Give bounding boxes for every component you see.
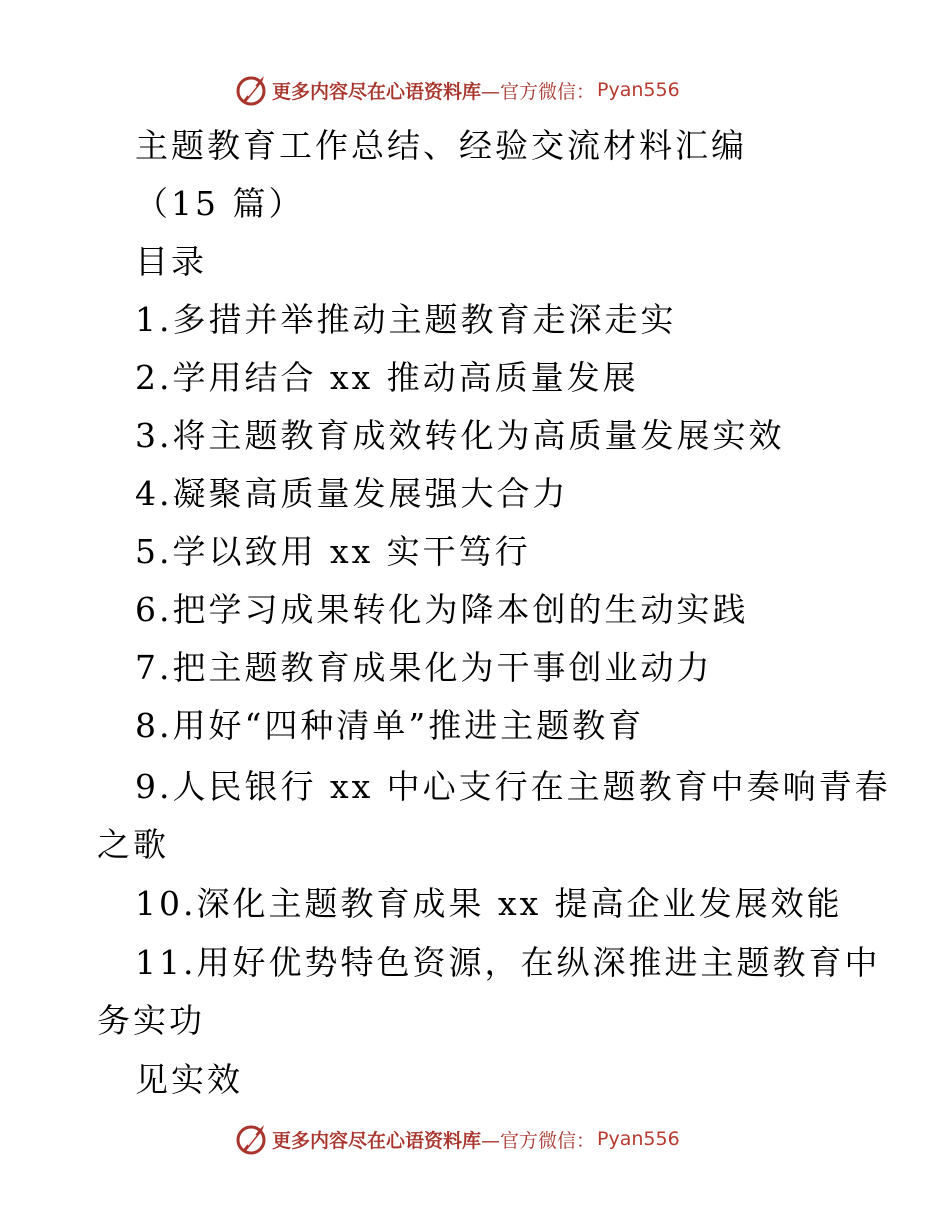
document-count: （15 篇） [135, 184, 305, 223]
toc-item: 9.人民银行 xx 中心支行在主题教育中奏响青春 [135, 767, 891, 806]
quill-logo-icon [234, 72, 270, 108]
toc-item-continuation: 之歌 [97, 825, 169, 864]
toc-item-continuation: 务实功 [97, 1001, 205, 1040]
toc-item: 8.用好“四种清单”推进主题教育 [135, 706, 645, 745]
toc-item: 10.深化主题教育成果 xx 提高企业发展效能 [135, 884, 843, 923]
quill-logo-icon [234, 1121, 270, 1157]
watermark-wechat-id: Pyan556 [597, 79, 680, 101]
toc-item: 2.学用结合 xx 推动高质量发展 [135, 358, 639, 397]
watermark-slogan: 更多内容尽在心语资料库 [272, 1129, 482, 1152]
watermark-slogan: 更多内容尽在心语资料库 [272, 80, 482, 103]
toc-item: 7.把主题教育成果化为干事创业动力 [135, 648, 713, 687]
document-title: 主题教育工作总结、经验交流材料汇编 [135, 126, 747, 165]
toc-item: 4.凝聚高质量发展强大合力 [135, 474, 569, 513]
watermark-official-label: —官方微信： [481, 1129, 596, 1152]
toc-item-continuation: 见实效 [135, 1060, 243, 1099]
watermark-footer [234, 1119, 680, 1159]
watermark-wechat-id: Pyan556 [597, 1128, 680, 1150]
toc-item: 1.多措并举推动主题教育走深走实 [135, 300, 677, 339]
toc-item: 5.学以致用 xx 实干笃行 [135, 532, 531, 571]
toc-heading: 目录 [135, 242, 207, 281]
watermark-header [234, 70, 680, 110]
watermark-official-label: —官方微信： [481, 80, 596, 103]
toc-item: 6.把学习成果转化为降本创的生动实践 [135, 590, 749, 629]
toc-item: 11.用好优势特色资源，在纵深推进主题教育中 [135, 943, 881, 982]
toc-item: 3.将主题教育成效转化为高质量发展实效 [135, 416, 785, 455]
